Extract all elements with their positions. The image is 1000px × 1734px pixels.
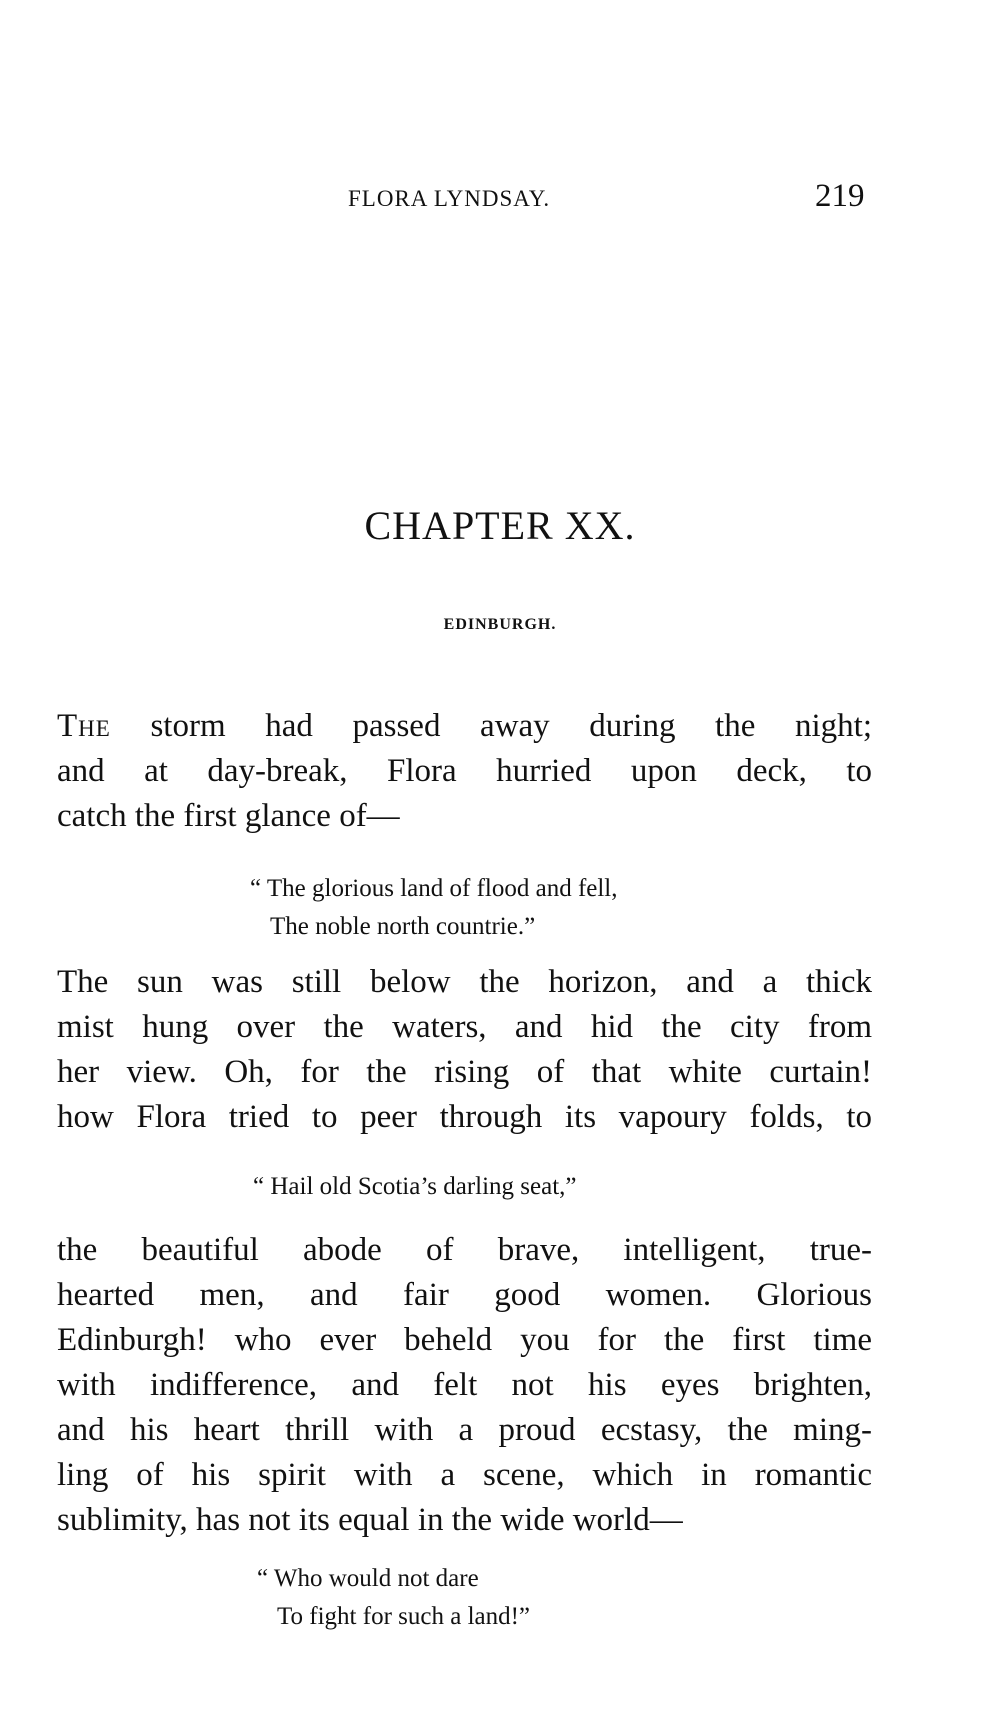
chapter-subtitle: EDINBURGH. xyxy=(443,616,557,633)
running-head-title: FLORA LYNDSAY. xyxy=(348,186,551,211)
paragraph-line: ling of his spirit with a scene, which in romantic xyxy=(57,1457,872,1493)
paragraph-line xyxy=(57,704,872,749)
page-number: 219 xyxy=(815,178,865,214)
verse-line: To fight for such a land!” xyxy=(277,1603,531,1630)
paragraph-line: the beautiful abode of brave, intelligent, true- xyxy=(57,1232,872,1268)
verse-line: “ Hail old Scotia’s darling seat,” xyxy=(253,1173,577,1200)
paragraph-2 xyxy=(57,960,872,1140)
paragraph-line: mist hung over the waters, and hid the city from xyxy=(57,1009,872,1045)
paragraph-3 xyxy=(57,1228,872,1543)
paragraph-line: hearted men, and fair good women. Glorious xyxy=(57,1277,872,1313)
paragraph-line: and at day-break, Flora hurried upon deck, to xyxy=(57,753,872,789)
paragraph-line: her view. Oh, for the rising of that white curtain! xyxy=(57,1054,872,1090)
verse-line: “ Who would not dare xyxy=(257,1565,479,1592)
verse-quote-3 xyxy=(257,1560,530,1636)
paragraph-line: how Flora tried to peer through its vapoury folds, to xyxy=(57,1099,872,1135)
paragraph-line: Edinburgh! who ever beheld you for the first time xyxy=(57,1322,872,1358)
paragraph-line-text: storm had passed away during the night; xyxy=(110,708,872,744)
drop-word: The xyxy=(57,708,111,744)
verse-quote-2 xyxy=(253,1168,577,1206)
paragraph-line: catch the first glance of— xyxy=(57,798,400,834)
paragraph-line: with indifference, and felt not his eyes brighten, xyxy=(57,1367,872,1403)
verse-quote-1 xyxy=(250,870,618,946)
paragraph-line: The sun was still below the horizon, and a thick xyxy=(57,964,872,1000)
verse-line: “ The glorious land of flood and fell, xyxy=(250,875,618,902)
chapter-title: CHAPTER XX. xyxy=(364,503,636,548)
verse-line: The noble north countrie.” xyxy=(270,913,536,940)
paragraph-line: sublimity, has not its equal in the wide world— xyxy=(57,1502,683,1538)
paragraph-1 xyxy=(57,704,872,839)
paragraph-line: and his heart thrill with a proud ecstasy, the ming- xyxy=(57,1412,872,1448)
